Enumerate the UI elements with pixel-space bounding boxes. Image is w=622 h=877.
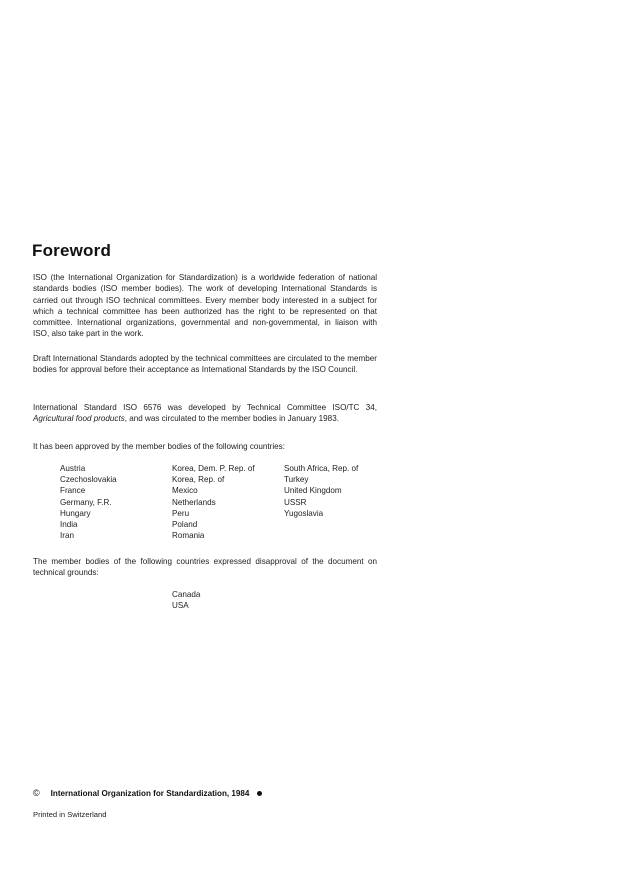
country-name: Canada — [172, 590, 201, 599]
country-name: Korea, Rep. of — [172, 475, 225, 485]
country-name: Yugoslavia — [284, 508, 324, 518]
country-name: South Africa, Rep. of — [284, 464, 359, 473]
disapproval-paragraph: The member bodies of the following countries expressed disapproval of the document on technical grounds: — [33, 557, 377, 578]
bullet-icon — [257, 791, 262, 796]
page-title: Foreword — [32, 241, 112, 260]
approving-countries-list — [60, 463, 394, 541]
approval-paragraph: It has been approved by the member bodies of the following countries: — [33, 442, 285, 451]
approving-countries-column-1 — [60, 463, 172, 541]
copyright-symbol: © — [33, 788, 40, 798]
country-name: Korea, Dem. P. Rep. of — [172, 464, 255, 473]
disapproving-countries-list — [172, 589, 200, 611]
country-name: Austria — [60, 464, 86, 473]
country-name: Iran — [60, 531, 74, 541]
copyright-line — [33, 788, 262, 798]
country-name: United Kingdom — [284, 486, 342, 496]
country-name: Poland — [172, 520, 198, 530]
country-name: Turkey — [284, 475, 309, 485]
committee-name: Agricultural food products — [33, 414, 125, 424]
country-name: Germany, F.R. — [60, 497, 112, 507]
country-name: Hungary — [60, 508, 91, 518]
country-name: France — [60, 486, 86, 496]
development-text-start: International Standard ISO 6576 was developed by Technical Committee ISO/TC 34, — [33, 403, 377, 412]
draft-standards-paragraph: Draft International Standards adopted by the technical committees are circulated to the member bodies for approval before their acceptance as International Standards by the ISO Council. — [33, 354, 377, 375]
country-name: Romania — [172, 531, 205, 541]
country-name: Netherlands — [172, 497, 216, 507]
country-name: USA — [172, 601, 189, 611]
copyright-text: International Organization for Standardization, 1984 — [50, 788, 250, 798]
country-name: Czechoslovakia — [60, 475, 117, 485]
country-name: USSR — [284, 497, 307, 507]
printed-location: Printed in Switzerland — [33, 810, 107, 819]
development-text-end: , and was circulated to the member bodies in January 1983. — [124, 414, 339, 424]
development-paragraph — [33, 402, 377, 425]
country-name: Peru — [172, 508, 190, 518]
approving-countries-column-3 — [284, 463, 394, 541]
intro-paragraph: ISO (the International Organization for Standardization) is a worldwide federation of national standards bodies (ISO member bodies). The work of developing International Standards is carried out through ISO technical committees. Every member body interested in a subject for which a technical committee has been authorized has the right to be represented on that committee. International organizations, governmental and non-governmental, in liaison with ISO, also take part in the work. — [33, 273, 377, 339]
approving-countries-column-2 — [172, 463, 284, 541]
country-name: Mexico — [172, 486, 198, 496]
country-name: India — [60, 520, 78, 530]
